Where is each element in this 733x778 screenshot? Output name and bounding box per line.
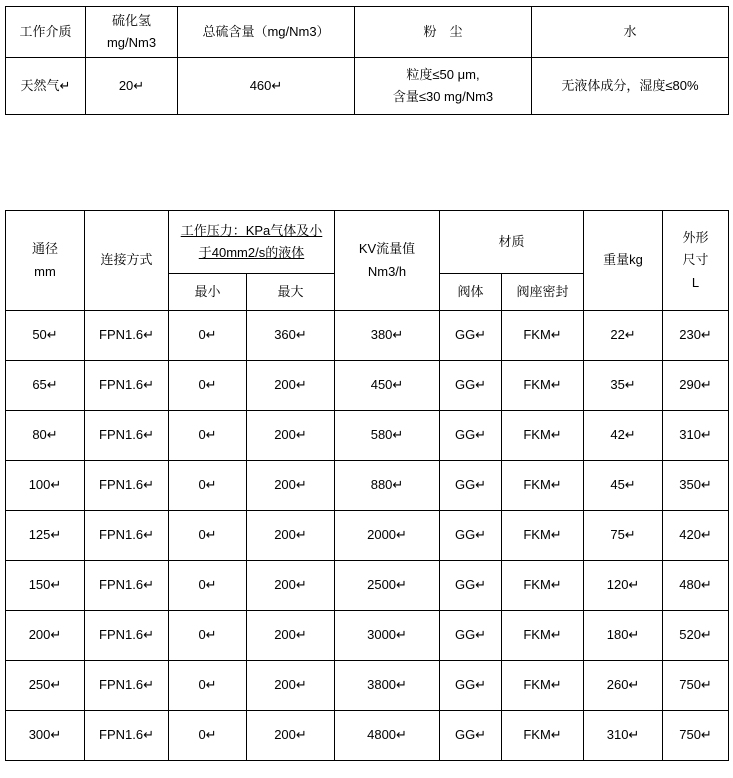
header-dimension-line1: 外形 xyxy=(682,230,709,246)
cell-material-body: GG↵ xyxy=(440,661,502,711)
cell-material-seat: FKM↵ xyxy=(502,711,584,761)
cell-length: 750↵ xyxy=(663,661,729,711)
cell-material-body: GG↵ xyxy=(440,361,502,411)
header-kv-line1: KV流量值 xyxy=(358,241,416,257)
cell-pressure-max: 200↵ xyxy=(247,511,335,561)
cell-weight: 260↵ xyxy=(584,661,663,711)
cell-diameter: 300↵ xyxy=(6,711,85,761)
cell-material-seat: FKM↵ xyxy=(502,661,584,711)
cell-diameter: 80↵ xyxy=(6,411,85,461)
cell-material-body: GG↵ xyxy=(440,411,502,461)
cell-kv: 3000↵ xyxy=(335,611,440,661)
cell-length: 520↵ xyxy=(663,611,729,661)
header-cell-dimension xyxy=(663,211,729,311)
cell-material-seat: FKM↵ xyxy=(502,511,584,561)
cell-connection: FPN1.6↵ xyxy=(85,561,169,611)
cell-pressure-min: 0↵ xyxy=(169,361,247,411)
cell-weight: 35↵ xyxy=(584,361,663,411)
cell-kv: 580↵ xyxy=(335,411,440,461)
cell-weight: 310↵ xyxy=(584,711,663,761)
cell-pressure-min: 0↵ xyxy=(169,711,247,761)
cell-connection: FPN1.6↵ xyxy=(85,411,169,461)
header-dimension-line3: L xyxy=(691,274,700,290)
header-h2s-line1: 硫化氢 xyxy=(111,13,151,28)
cell-material-body: GG↵ xyxy=(440,611,502,661)
header-cell-medium: 工作介质 xyxy=(6,7,86,58)
cell-length: 350↵ xyxy=(663,461,729,511)
cell-connection: FPN1.6↵ xyxy=(85,511,169,561)
cell-material-body: GG↵ xyxy=(440,561,502,611)
cell-pressure-max: 200↵ xyxy=(247,561,335,611)
cell-dust-value xyxy=(355,58,532,115)
cell-length: 310↵ xyxy=(663,411,729,461)
cell-weight: 180↵ xyxy=(584,611,663,661)
header-cell-connection: 连接方式 xyxy=(85,211,169,311)
header-cell-diameter xyxy=(6,211,85,311)
cell-kv: 4800↵ xyxy=(335,711,440,761)
cell-pressure-min: 0↵ xyxy=(169,661,247,711)
cell-diameter: 150↵ xyxy=(6,561,85,611)
header-cell-material-seat: 阀座密封 xyxy=(502,274,584,311)
cell-connection: FPN1.6↵ xyxy=(85,711,169,761)
header-h2s-line2: mg/Nm3 xyxy=(106,35,157,51)
header-cell-dust: 粉 尘 xyxy=(355,7,532,58)
spec-header-row-1 xyxy=(6,211,729,274)
table-row xyxy=(6,461,729,511)
header-kv-line2: Nm3/h xyxy=(367,263,407,279)
cell-kv: 2000↵ xyxy=(335,511,440,561)
cell-water-value: 无液体成分，湿度≤80% xyxy=(532,58,729,115)
header-cell-pressure-min: 最小 xyxy=(169,274,247,311)
cell-h2s-value: 20↵ xyxy=(86,58,178,115)
cell-medium-value: 天然气↵ xyxy=(6,58,86,115)
header-cell-h2s xyxy=(86,7,178,58)
header-cell-water: 水 xyxy=(532,7,729,58)
cell-weight: 120↵ xyxy=(584,561,663,611)
header-dimension-line2: 尺寸 xyxy=(682,252,709,268)
cell-pressure-max: 200↵ xyxy=(247,611,335,661)
cell-pressure-min: 0↵ xyxy=(169,411,247,461)
cell-material-seat: FKM↵ xyxy=(502,361,584,411)
cell-length: 480↵ xyxy=(663,561,729,611)
header-cell-weight: 重量kg xyxy=(584,211,663,311)
cell-pressure-min: 0↵ xyxy=(169,611,247,661)
cell-kv: 380↵ xyxy=(335,311,440,361)
specification-table xyxy=(5,210,729,761)
cell-material-body: GG↵ xyxy=(440,311,502,361)
cell-pressure-min: 0↵ xyxy=(169,561,247,611)
header-cell-total-sulfur: 总硫含量（mg/Nm3） xyxy=(178,7,355,58)
cell-weight: 42↵ xyxy=(584,411,663,461)
cell-length: 420↵ xyxy=(663,511,729,561)
cell-kv: 880↵ xyxy=(335,461,440,511)
table-row xyxy=(6,511,729,561)
cell-kv: 2500↵ xyxy=(335,561,440,611)
header-cell-pressure xyxy=(169,211,335,274)
cell-material-seat: FKM↵ xyxy=(502,411,584,461)
cell-pressure-max: 200↵ xyxy=(247,661,335,711)
cell-weight: 22↵ xyxy=(584,311,663,361)
cell-connection: FPN1.6↵ xyxy=(85,361,169,411)
table-row xyxy=(6,661,729,711)
cell-material-seat: FKM↵ xyxy=(502,461,584,511)
header-cell-pressure-max: 最大 xyxy=(247,274,335,311)
header-cell-kv xyxy=(335,211,440,311)
cell-material-seat: FKM↵ xyxy=(502,611,584,661)
cell-kv: 3800↵ xyxy=(335,661,440,711)
cell-diameter: 125↵ xyxy=(6,511,85,561)
header-pressure-line2: 于40mm2/s的液体 xyxy=(198,245,305,260)
cell-connection: FPN1.6↵ xyxy=(85,611,169,661)
cell-weight: 75↵ xyxy=(584,511,663,561)
header-cell-material-body: 阀体 xyxy=(440,274,502,311)
cell-dust-line1: 粒度≤50 μm, xyxy=(406,67,480,83)
cell-pressure-min: 0↵ xyxy=(169,311,247,361)
cell-connection: FPN1.6↵ xyxy=(85,661,169,711)
table-row xyxy=(6,561,729,611)
cell-diameter: 250↵ xyxy=(6,661,85,711)
cell-material-body: GG↵ xyxy=(440,511,502,561)
cell-material-seat: FKM↵ xyxy=(502,311,584,361)
cell-pressure-max: 200↵ xyxy=(247,411,335,461)
cell-material-body: GG↵ xyxy=(440,711,502,761)
cell-diameter: 50↵ xyxy=(6,311,85,361)
cell-length: 750↵ xyxy=(663,711,729,761)
table-row xyxy=(6,411,729,461)
header-diameter-line1: 通径 xyxy=(31,241,58,257)
header-diameter-line2: mm xyxy=(34,263,56,279)
working-medium-table xyxy=(5,6,729,115)
cell-material-body: GG↵ xyxy=(440,461,502,511)
header-pressure-line1: 工作压力：KPa气体及小 xyxy=(180,222,323,238)
table-row xyxy=(6,611,729,661)
cell-length: 230↵ xyxy=(663,311,729,361)
cell-dust-line2: 含量≤30 mg/Nm3 xyxy=(392,89,494,105)
cell-material-seat: FKM↵ xyxy=(502,561,584,611)
cell-total-sulfur-value: 460↵ xyxy=(178,58,355,115)
cell-connection: FPN1.6↵ xyxy=(85,311,169,361)
header-cell-material: 材质 xyxy=(440,211,584,274)
table-row xyxy=(6,361,729,411)
cell-kv: 450↵ xyxy=(335,361,440,411)
cell-connection: FPN1.6↵ xyxy=(85,461,169,511)
table-row xyxy=(6,311,729,361)
table-row xyxy=(6,58,729,115)
cell-pressure-max: 360↵ xyxy=(247,311,335,361)
cell-pressure-max: 200↵ xyxy=(247,461,335,511)
cell-diameter: 200↵ xyxy=(6,611,85,661)
cell-pressure-min: 0↵ xyxy=(169,461,247,511)
cell-diameter: 65↵ xyxy=(6,361,85,411)
cell-length: 290↵ xyxy=(663,361,729,411)
table-header-row xyxy=(6,7,729,58)
table-row xyxy=(6,711,729,761)
cell-pressure-max: 200↵ xyxy=(247,711,335,761)
cell-diameter: 100↵ xyxy=(6,461,85,511)
cell-pressure-max: 200↵ xyxy=(247,361,335,411)
cell-weight: 45↵ xyxy=(584,461,663,511)
cell-pressure-min: 0↵ xyxy=(169,511,247,561)
